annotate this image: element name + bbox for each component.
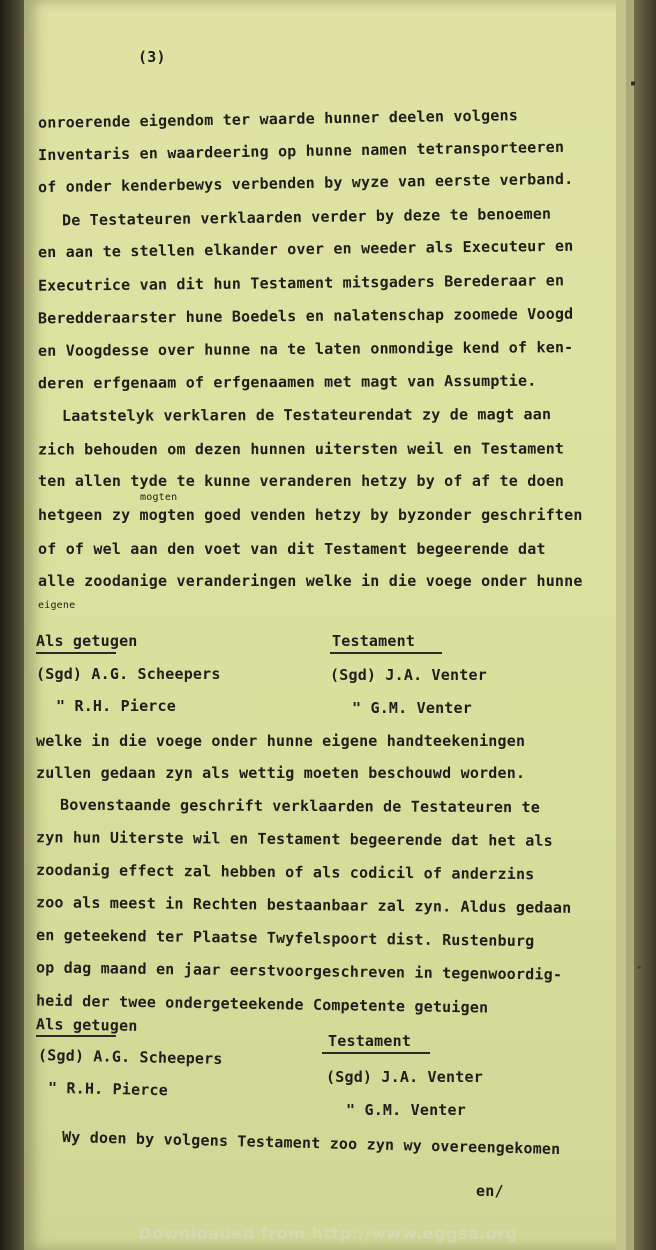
text-line: deren erfgenaam of erfgenaamen met magt van Assumptie.: [37, 371, 537, 393]
text-line: Inventaris en waardeering op hunne namen tetransporteeren: [37, 137, 565, 165]
text-line: alle zoodanige veranderingen welke in die voege onder hunne: [38, 572, 583, 590]
text-line: ten allen tyde te kunne veranderen hetzy by of af te doen: [38, 472, 565, 490]
testator-signature: (Sgd) J.A. Venter: [326, 1068, 483, 1086]
testament-heading: Testament: [332, 632, 416, 650]
page-edge: [616, 0, 626, 1250]
text-line: zich behouden om dezen hunnen uitersten weil en Testament: [37, 439, 565, 459]
text-line: onroerende eigendom ter waarde hunner deelen volgens: [37, 106, 519, 132]
underline: [36, 652, 116, 654]
witness-signature: (Sgd) A.G. Scheepers: [36, 665, 221, 683]
testator-signature: (Sgd) J.A. Venter: [330, 666, 487, 684]
catchword: en/: [476, 1182, 504, 1200]
text-line: heid der twee ondergeteekende Competente getuigen: [35, 991, 489, 1017]
witness-signature: (Sgd) A.G. Scheepers: [37, 1046, 223, 1068]
text-line: welke in die voege onder hunne eigene handteekeningen: [36, 732, 526, 750]
text-line: Executrice van dit hun Testament mitsgaders Berederaar en: [37, 271, 565, 295]
text-line: eigene: [38, 600, 76, 611]
testament-heading: Testament: [328, 1032, 412, 1050]
text-line: of of wel aan den voet van dit Testament begeerende dat: [38, 540, 546, 558]
text-line: Beredderaarster hune Boedels en nalatenschap zoomede Voogd: [37, 304, 574, 328]
text-line: zoo als meest in Rechten bestaanbaar zal zyn. Aldus gedaan: [35, 893, 572, 917]
text-line: zyn hun Uiterste wil en Testament begeerende dat het als: [35, 828, 553, 850]
witness-signature: " R.H. Pierce: [56, 697, 176, 715]
text-line: en aan te stellen elkander over en weeder als Executeur en: [37, 236, 574, 262]
page-edge: [626, 0, 637, 1250]
text-line: Bovenstaande geschrift verklaarden de Testateuren te: [59, 795, 541, 817]
margin-mark: ▪: [630, 78, 637, 89]
interlinear-insertion: mogten: [140, 492, 178, 503]
witness-signature: " R.H. Pierce: [47, 1078, 169, 1100]
text-line: en Voogdesse over hunne na te laten onmondige kend of ken-: [37, 338, 574, 360]
page-number: (3): [138, 48, 166, 66]
page-edge-shadow: [634, 0, 656, 1250]
text-line: hetgeen zy mogten goed venden hetzy by byzonder geschriften: [38, 506, 583, 524]
witness-heading: Als getugen: [36, 632, 138, 650]
margin-mark: ": [636, 965, 643, 976]
text-line: Laatstelyk verklaren de Testateurendat zy de magt aan: [61, 405, 552, 425]
text-line: Wy doen by volgens Testament zoo zyn wy overeengekomen: [61, 1127, 561, 1159]
witness-heading: Als getugen: [35, 1015, 138, 1035]
text-line: zoodanig effect zal hebben of als codicil of anderzins: [35, 860, 535, 884]
testator-signature: " G.M. Venter: [352, 699, 472, 717]
text-line: of onder kenderbewys verbenden by wyze van eerste verband.: [37, 169, 574, 197]
text-line: op dag maand en jaar eerstvoorgeschreven in tegenwoordig-: [35, 958, 563, 984]
text-line: zullen gedaan zyn als wettig moeten beschouwd worden.: [36, 764, 526, 782]
underline: [330, 652, 442, 654]
watermark-footer: Downloaded from http://www.eggsa.org: [138, 1224, 518, 1243]
underline: [36, 1035, 116, 1037]
text-line: De Testateuren verklaarden verder by deze te benoemen: [61, 204, 552, 230]
underline: [322, 1052, 430, 1054]
text-line: en geteekend ter Plaatse Twyfelspoort dist. Rustenburg: [35, 925, 535, 951]
testator-signature: " G.M. Venter: [346, 1101, 466, 1119]
